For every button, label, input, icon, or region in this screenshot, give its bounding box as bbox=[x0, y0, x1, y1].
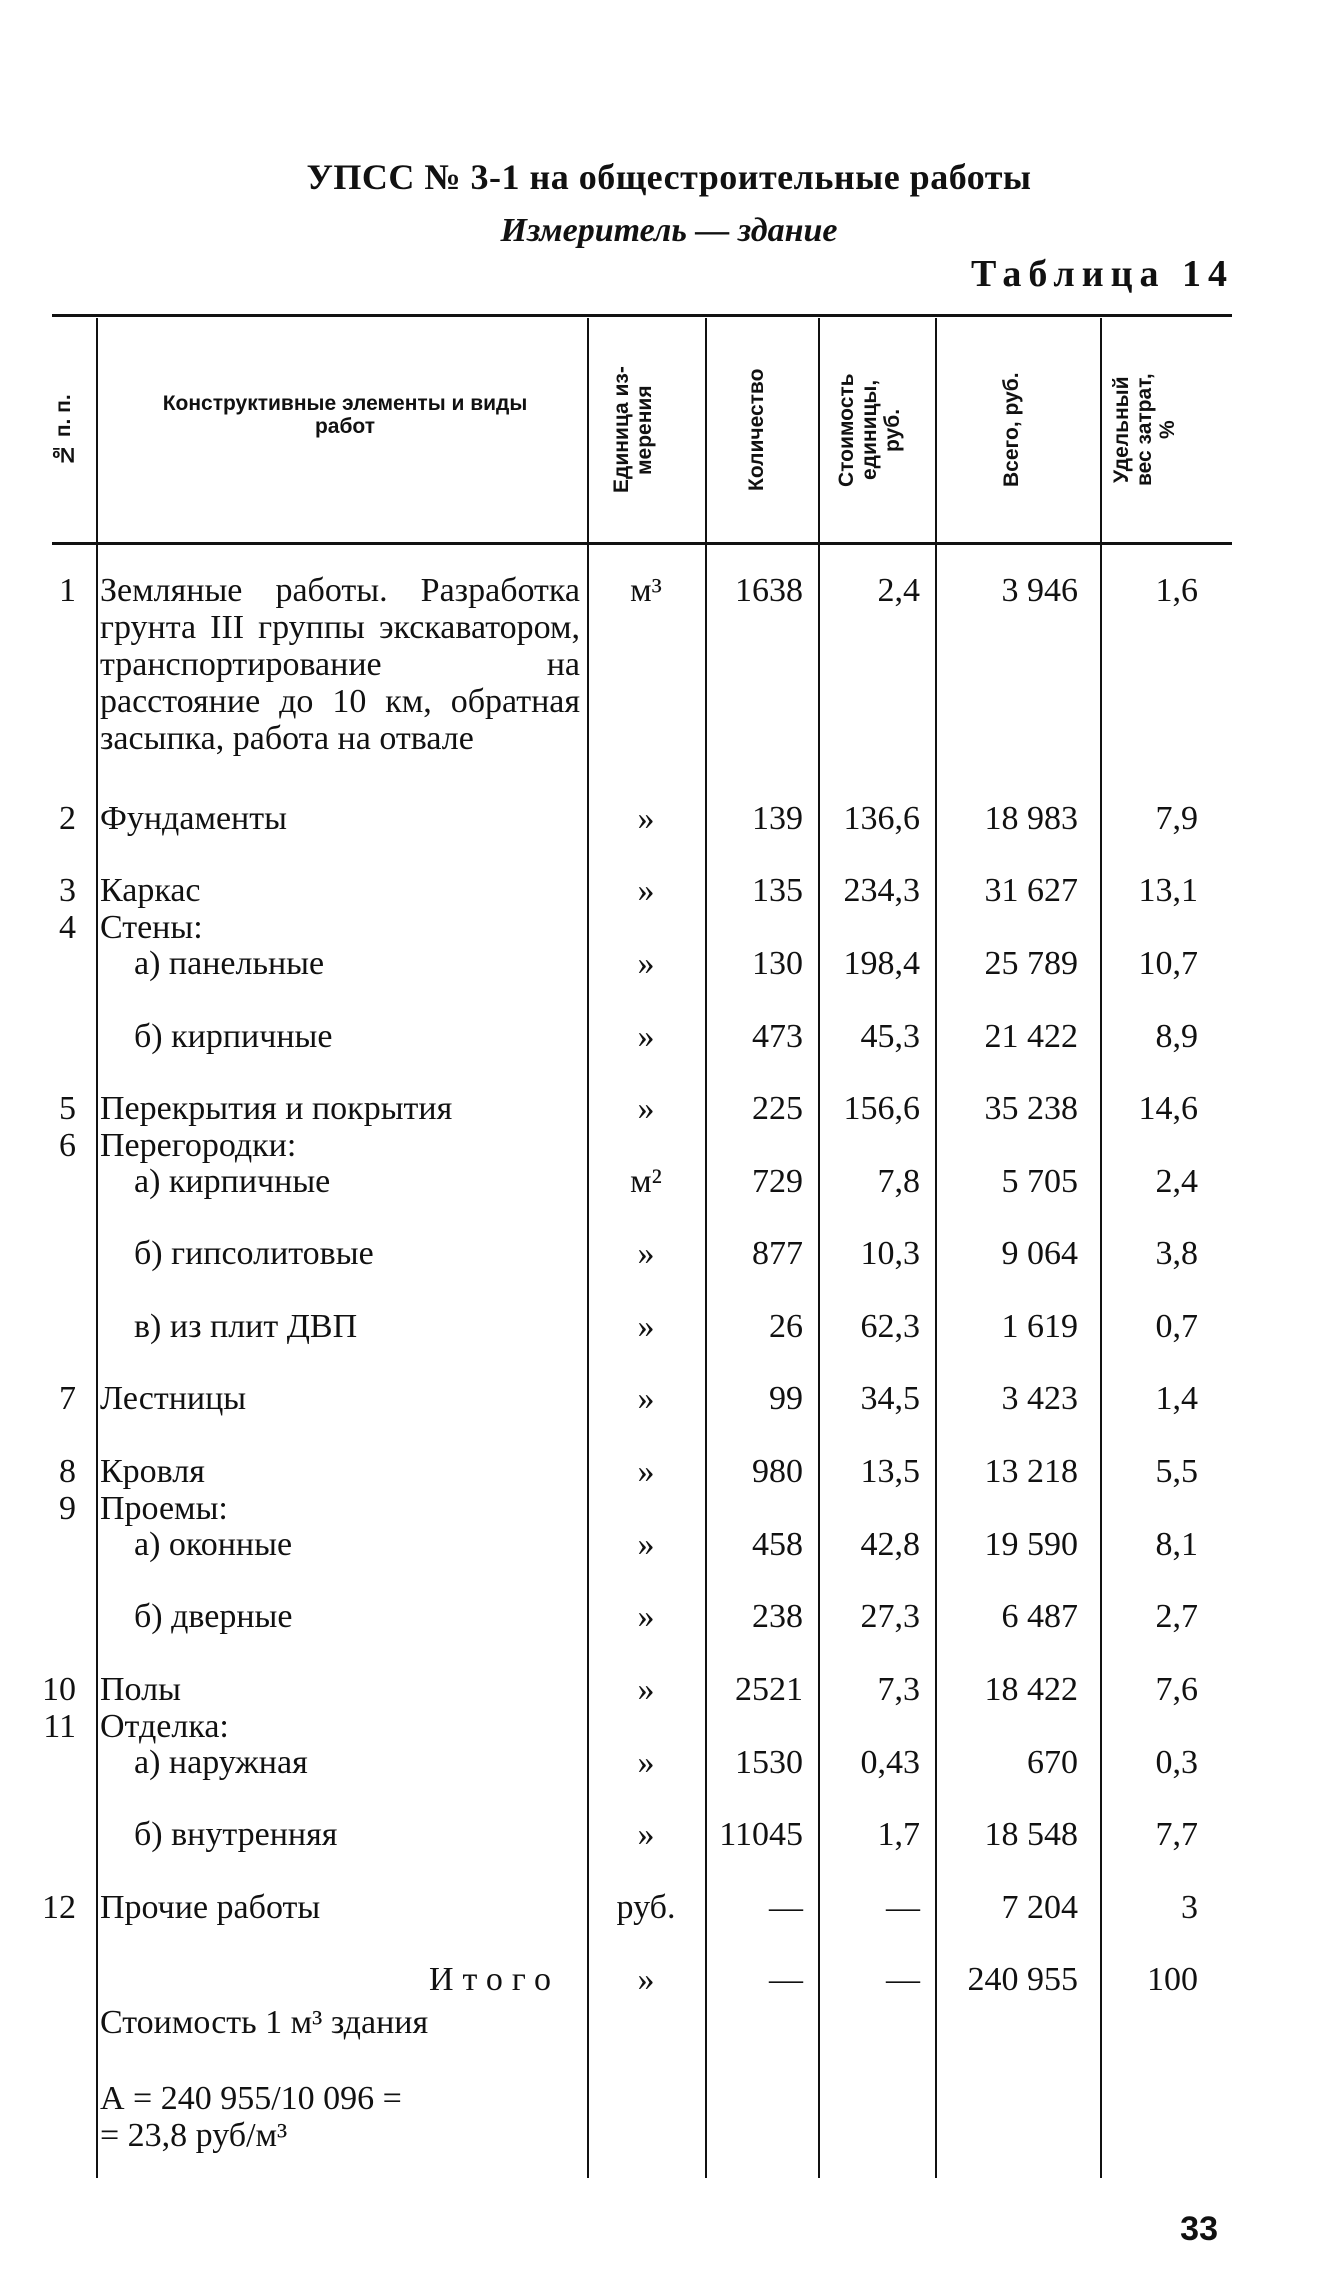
qty-cell: 11045 bbox=[719, 1816, 803, 1853]
column-line bbox=[705, 318, 707, 2178]
share-cell: 10,7 bbox=[1138, 945, 1198, 982]
header-work: Конструктивные элементы и виды работ bbox=[162, 392, 528, 438]
total-cell: 35 238 bbox=[984, 1090, 1078, 1127]
work-description: Кровля bbox=[100, 1453, 205, 1490]
share-cell: 0,7 bbox=[1155, 1308, 1198, 1345]
total-cell: 31 627 bbox=[984, 872, 1078, 909]
unit-cost-cell: 27,3 bbox=[860, 1598, 920, 1635]
header-share: Удельный вес затрат, % bbox=[1110, 373, 1179, 487]
work-description: Перегородки: bbox=[100, 1127, 297, 1164]
unit-cost-cell: 10,3 bbox=[860, 1235, 920, 1272]
work-description: Фундаменты bbox=[100, 800, 287, 837]
total-cell: 9 064 bbox=[1001, 1235, 1078, 1272]
unit-cost-cell: 7,8 bbox=[877, 1163, 920, 1200]
total-cell: 1 619 bbox=[1001, 1308, 1078, 1345]
qty-cell: 729 bbox=[752, 1163, 803, 1200]
column-line bbox=[96, 318, 98, 2178]
qty-cell: — bbox=[769, 1961, 803, 1998]
row-number: 12 bbox=[42, 1889, 76, 1926]
work-description: а) панельные bbox=[134, 945, 325, 982]
share-cell: 8,9 bbox=[1155, 1018, 1198, 1055]
total-cell: 13 218 bbox=[984, 1453, 1078, 1490]
qty-cell: 225 bbox=[752, 1090, 803, 1127]
unit-cost-cell: 62,3 bbox=[860, 1308, 920, 1345]
qty-cell: 980 bbox=[752, 1453, 803, 1490]
row-number: 6 bbox=[59, 1127, 76, 1164]
share-cell: 8,1 bbox=[1155, 1526, 1198, 1563]
qty-cell: 238 bbox=[752, 1598, 803, 1635]
share-cell: 2,7 bbox=[1155, 1598, 1198, 1635]
work-description: а) кирпичные bbox=[134, 1163, 331, 1200]
unit-cell: » bbox=[637, 872, 655, 909]
unit-cell: руб. bbox=[616, 1889, 676, 1926]
total-cell: 18 548 bbox=[984, 1816, 1078, 1853]
header-total: Всего, руб. bbox=[1000, 372, 1023, 488]
row-number: 10 bbox=[42, 1671, 76, 1708]
unit-cell: » bbox=[637, 1090, 655, 1127]
share-cell: 14,6 bbox=[1138, 1090, 1198, 1127]
share-cell: 3,8 bbox=[1155, 1235, 1198, 1272]
unit-cell: » bbox=[637, 1453, 655, 1490]
qty-cell: 135 bbox=[752, 872, 803, 909]
qty-cell: 1530 bbox=[735, 1744, 803, 1781]
row-number: 3 bbox=[59, 872, 76, 909]
page-number: 33 bbox=[1180, 2210, 1218, 2248]
qty-cell: 130 bbox=[752, 945, 803, 982]
qty-cell: — bbox=[769, 1889, 803, 1926]
unit-cell: » bbox=[637, 1308, 655, 1345]
unit-cell: » bbox=[637, 1816, 655, 1853]
row-number: 4 bbox=[59, 909, 76, 946]
header-unit-cost: Стоимость единицы, руб. bbox=[835, 373, 904, 487]
header-no: № п. п. bbox=[52, 394, 75, 466]
work-description: б) гипсолитовые bbox=[134, 1235, 374, 1272]
work-description: а) оконные bbox=[134, 1526, 293, 1563]
share-cell: 7,9 bbox=[1155, 800, 1198, 837]
total-cell: 240 955 bbox=[967, 1961, 1078, 1998]
work-description: б) дверные bbox=[134, 1598, 293, 1635]
header-bottom-rule bbox=[52, 542, 1232, 545]
row-number: 2 bbox=[59, 800, 76, 837]
unit-cost-cell: 7,3 bbox=[877, 1671, 920, 1708]
column-line bbox=[1100, 318, 1102, 2178]
qty-cell: 877 bbox=[752, 1235, 803, 1272]
row-number: 9 bbox=[59, 1490, 76, 1527]
unit-cell: » bbox=[637, 1671, 655, 1708]
unit-cost-cell: 234,3 bbox=[843, 872, 920, 909]
unit-cost-cell: 2,4 bbox=[877, 572, 920, 609]
work-description: Каркас bbox=[100, 872, 201, 909]
qty-cell: 99 bbox=[769, 1380, 803, 1417]
share-cell: 13,1 bbox=[1138, 872, 1198, 909]
table-label: Таблица 14 bbox=[970, 253, 1234, 295]
qty-cell: 473 bbox=[752, 1018, 803, 1055]
qty-cell: 139 bbox=[752, 800, 803, 837]
header-unit: Единица из- мерения bbox=[610, 366, 656, 494]
total-cell: 670 bbox=[1027, 1744, 1078, 1781]
unit-cost-cell: 156,6 bbox=[843, 1090, 920, 1127]
unit-cell: » bbox=[637, 1598, 655, 1635]
work-description: Отделка: bbox=[100, 1708, 229, 1745]
unit-cost-cell: — bbox=[886, 1961, 920, 1998]
table-top-rule bbox=[52, 314, 1232, 317]
column-line bbox=[935, 318, 937, 2178]
header-qty: Количество bbox=[745, 368, 768, 492]
unit-cell: » bbox=[637, 1380, 655, 1417]
work-description: Прочие работы bbox=[100, 1889, 321, 1926]
work-description: Земляные работы. Разработка грунта III группы экскаватором, транспортирование на расстояние до 10 км, обратная засыпка, работа на отвале bbox=[100, 572, 580, 757]
total-cell: 21 422 bbox=[984, 1018, 1078, 1055]
work-description: в) из плит ДВП bbox=[134, 1308, 358, 1345]
work-description: Стены: bbox=[100, 909, 203, 946]
share-cell: 7,6 bbox=[1155, 1671, 1198, 1708]
unit-cost-cell: 198,4 bbox=[843, 945, 920, 982]
cost-per-m3-label: Стоимость 1 м³ здания bbox=[100, 2004, 429, 2041]
total-cell: 3 946 bbox=[1001, 572, 1078, 609]
unit-cost-cell: 0,43 bbox=[860, 1744, 920, 1781]
unit-cell: м³ bbox=[630, 572, 662, 609]
work-description: Лестницы bbox=[100, 1380, 247, 1417]
unit-cost-cell: 136,6 bbox=[843, 800, 920, 837]
share-cell: 1,6 bbox=[1155, 572, 1198, 609]
unit-cost-cell: 34,5 bbox=[860, 1380, 920, 1417]
qty-cell: 458 bbox=[752, 1526, 803, 1563]
work-description: Проемы: bbox=[100, 1490, 228, 1527]
unit-cost-cell: — bbox=[886, 1889, 920, 1926]
unit-cell: » bbox=[637, 1961, 655, 1998]
work-description: Полы bbox=[100, 1671, 181, 1708]
total-cell: 6 487 bbox=[1001, 1598, 1078, 1635]
row-number: 5 bbox=[59, 1090, 76, 1127]
share-cell: 7,7 bbox=[1155, 1816, 1198, 1853]
work-description: а) наружная bbox=[134, 1744, 308, 1781]
work-description: Итого bbox=[428, 1961, 560, 1998]
row-number: 7 bbox=[59, 1380, 76, 1417]
unit-cell: » bbox=[637, 945, 655, 982]
unit-cell: » bbox=[637, 1526, 655, 1563]
unit-cell: » bbox=[637, 1235, 655, 1272]
work-description: Перекрытия и покрытия bbox=[100, 1090, 453, 1127]
row-number: 1 bbox=[59, 572, 76, 609]
total-cell: 18 983 bbox=[984, 800, 1078, 837]
total-cell: 3 423 bbox=[1001, 1380, 1078, 1417]
share-cell: 3 bbox=[1181, 1889, 1198, 1926]
work-description: б) кирпичные bbox=[134, 1018, 333, 1055]
work-description: б) внутренняя bbox=[134, 1816, 338, 1853]
unit-cell: » bbox=[637, 1018, 655, 1055]
unit-cost-cell: 1,7 bbox=[877, 1816, 920, 1853]
qty-cell: 1638 bbox=[735, 572, 803, 609]
document-title: УПСС № 3-1 на общестроительные работы bbox=[306, 157, 1032, 197]
share-cell: 2,4 bbox=[1155, 1163, 1198, 1200]
total-cell: 7 204 bbox=[1001, 1889, 1078, 1926]
unit-cell: м² bbox=[630, 1163, 662, 1200]
qty-cell: 2521 bbox=[735, 1671, 803, 1708]
unit-cost-cell: 42,8 bbox=[860, 1526, 920, 1563]
unit-cost-cell: 13,5 bbox=[860, 1453, 920, 1490]
total-cell: 19 590 bbox=[984, 1526, 1078, 1563]
share-cell: 1,4 bbox=[1155, 1380, 1198, 1417]
total-cell: 18 422 bbox=[984, 1671, 1078, 1708]
share-cell: 0,3 bbox=[1155, 1744, 1198, 1781]
formula-line-2: = 23,8 руб/м³ bbox=[100, 2117, 288, 2154]
total-cell: 5 705 bbox=[1001, 1163, 1078, 1200]
unit-cost-cell: 45,3 bbox=[860, 1018, 920, 1055]
formula-line-1: А = 240 955/10 096 = bbox=[100, 2080, 402, 2117]
unit-cell: » bbox=[637, 1744, 655, 1781]
row-number: 11 bbox=[43, 1708, 76, 1745]
row-number: 8 bbox=[59, 1453, 76, 1490]
qty-cell: 26 bbox=[769, 1308, 803, 1345]
unit-cell: » bbox=[637, 800, 655, 837]
total-cell: 25 789 bbox=[984, 945, 1078, 982]
share-cell: 100 bbox=[1147, 1961, 1198, 1998]
share-cell: 5,5 bbox=[1155, 1453, 1198, 1490]
document-subtitle: Измеритель — здание bbox=[500, 212, 838, 249]
